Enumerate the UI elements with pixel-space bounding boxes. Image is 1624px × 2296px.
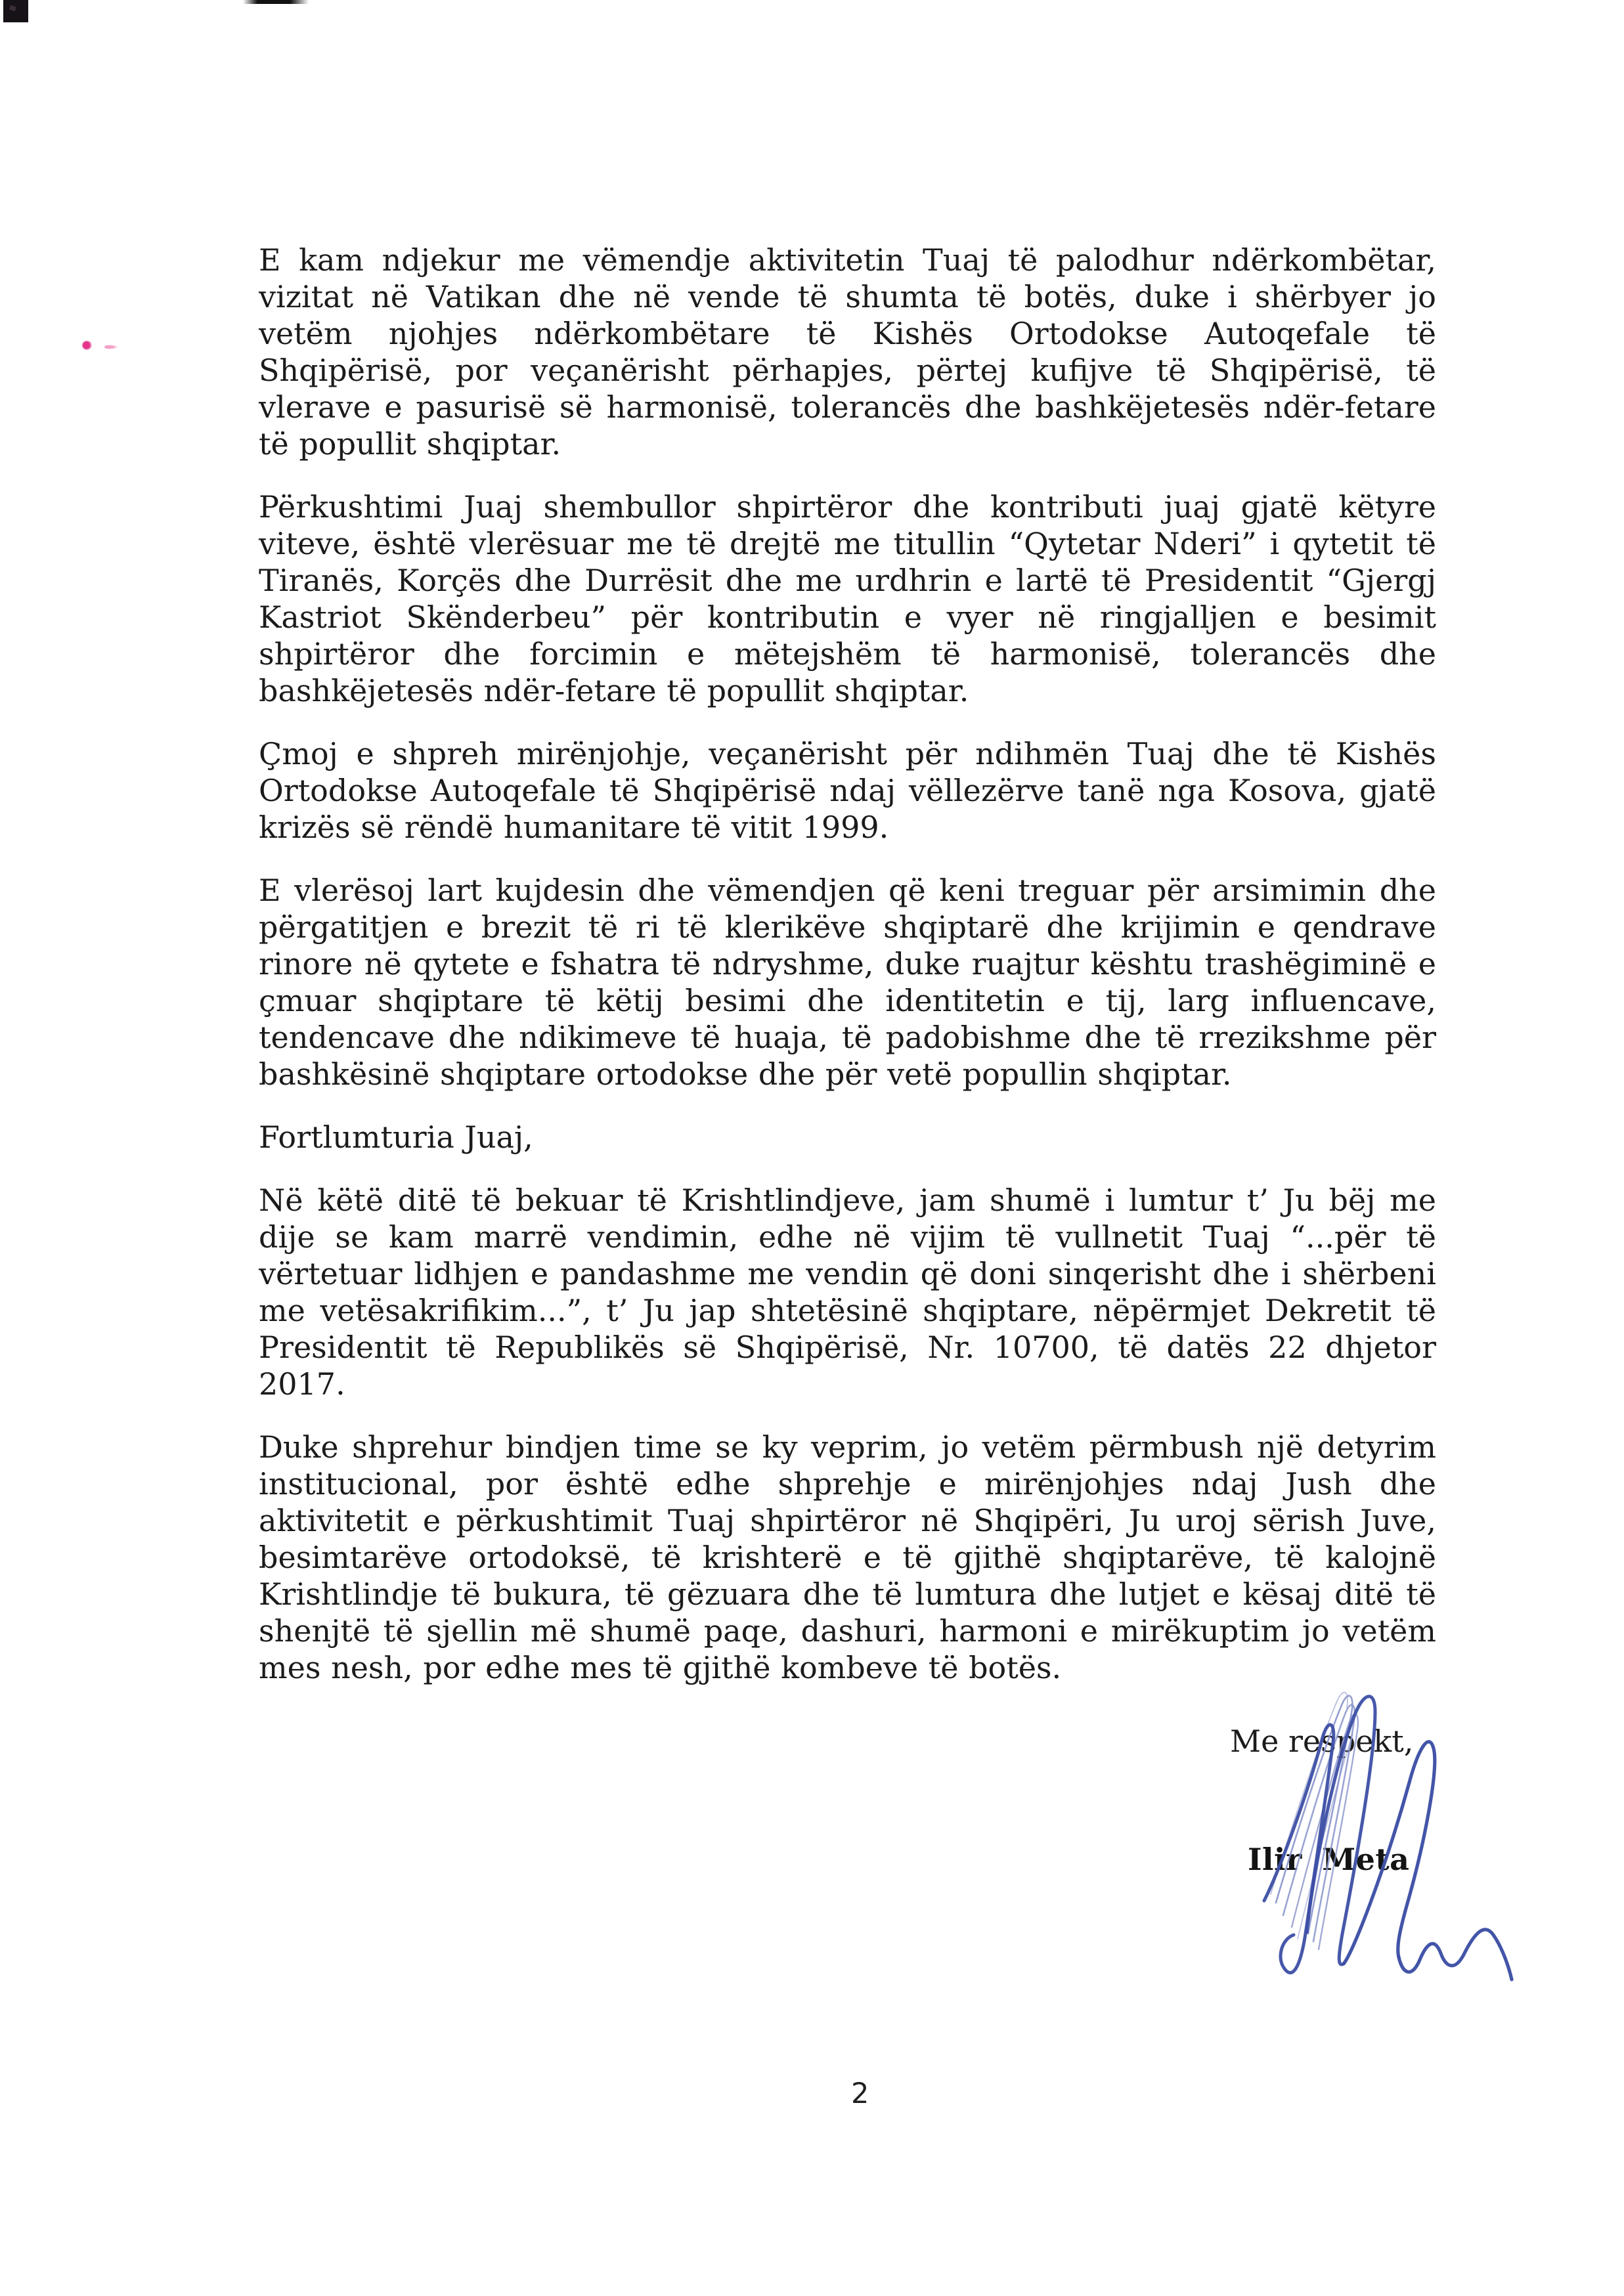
paragraph-2: Përkushtimi Juaj shembullor shpirtëror dhe kontributi juaj gjatë këtyre viteve, është vlerësuar me të drejtë me titullin “Qytetar Nderi” i qytetit të Tiranës, Korçës dhe Durrësit dhe me urdhrin e lartë të Presidentit “Gjergj Kastriot Skënderbeu” për kontributin e vyer në ringjalljen e besimit shpirtëror dhe forcimin e mëtejshëm të harmonisë, tolerancës dhe bashkëjetesës ndër-fetare të popullit shqiptar. <box>259 489 1436 708</box>
pink-ink-speck-small <box>104 345 118 349</box>
pink-ink-speck <box>81 339 93 351</box>
paragraph-6: Duke shprehur bindjen time se ky veprim, jo vetëm përmbush një detyrim institucional, por është edhe shprehje e mirënjohjes ndaj Jush dhe aktivitetit e përkushtimit Tuaj shpirtëror në Shqipëri, Ju uroj sërish Juve, besimtarëve ortodoksë, të krishterë e të gjithë shqiptarëve, të kalojnë Krishtlindje të bukura, të gëzuara dhe të lumtura dhe lutjet e kësaj ditë të shenjtë të sjellin më shumë paqe, dashuri, harmoni e mirëkuptim jo vetëm mes nesh, por edhe mes të gjithë kombeve të botës. <box>259 1429 1436 1685</box>
closing-salutation: Me respekt, <box>1230 1723 1414 1759</box>
salutation-line: Fortlumturia Juaj, <box>259 1119 533 1155</box>
paragraph-5: Në këtë ditë të bekuar të Krishtlindjeve, jam shumë i lumtur t’ Ju bëj me dije se kam marrë vendimin, edhe në vijim të vullnetit Tuaj “...për të vërtetuar lidhjen e pandashme me vendin që doni sinqerisht dhe i shërbeni me vetësakrifikim...”, t’ Ju jap shtetësinë shqiptare, nëpërmjet Dekretit të Presidentit të Republikës së Shqipërisë, Nr. 10700, të datës 22 dhjetor 2017. <box>259 1182 1436 1402</box>
signer-name: Ilir Meta <box>1248 1842 1410 1877</box>
scan-corner-mark <box>3 0 28 22</box>
scan-top-bar-artifact <box>243 0 309 4</box>
signature-ink <box>1215 1671 1530 1999</box>
paragraph-3: Çmoj e shpreh mirënjohje, veçanërisht për ndihmën Tuaj dhe të Kishës Ortodokse Autoqefale të Shqipërisë ndaj vëllezërve tanë nga Kosova, gjatë krizës së rëndë humanitare të vitit 1999. <box>259 736 1436 845</box>
paragraph-4: E vlerësoj lart kujdesin dhe vëmendjen që keni treguar për arsimimin dhe përgatitjen e brezit të ri të klerikëve shqiptarë dhe krijimin e qendrave rinore në qytete e fshatra të ndryshme, duke ruajtur kështu trashëgiminë e çmuar shqiptare të këtij besimi dhe identitetin e tij, larg influencave, tendencave dhe ndikimeve të huaja, të padobishme dhe të rrezikshme për bashkësinë shqiptare ortodokse dhe për vetë popullin shqiptar. <box>259 873 1436 1092</box>
paragraph-1: E kam ndjekur me vëmendje aktivitetin Tuaj të palodhur ndërkombëtar, vizitat në Vatikan dhe në vende të shumta të botës, duke i shërbyer jo vetëm njohjes ndërkombëtare të Kishës Ortodokse Autoqefale të Shqipërisë, por veçanërisht përhapjes, përtej kufijve të Shqipërisë, të vlerave e pasurisë së harmonisë, tolerancës dhe bashkëjetesës ndër-fetare të popullit shqiptar. <box>259 242 1436 462</box>
page-number: 2 <box>851 2077 869 2110</box>
letter-body <box>259 242 1436 1712</box>
